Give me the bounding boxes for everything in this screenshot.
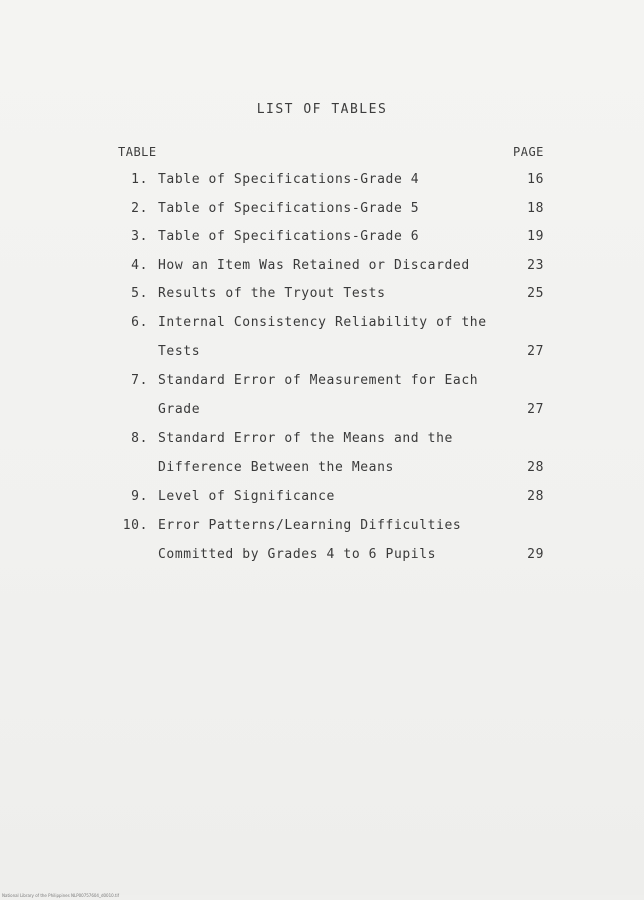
entry-page: 19 (527, 229, 544, 244)
table-column-header: TABLE (118, 145, 157, 159)
entry-number: 10. (122, 518, 148, 533)
entry-title-continued: Difference Between the Means (158, 460, 394, 475)
entry-page: 28 (527, 489, 544, 504)
entry-number: 8. (131, 431, 148, 446)
entry-page: 18 (527, 201, 544, 216)
entry-page: 29 (527, 547, 544, 562)
entry-title: Internal Consistency Reliability of the (158, 315, 487, 330)
page-title: LIST OF TABLES (256, 102, 388, 117)
entry-title: Table of Specifications-Grade 4 (158, 172, 420, 187)
entry-title: Results of the Tryout Tests (158, 286, 386, 301)
entry-title: How an Item Was Retained or Discarded (158, 258, 470, 273)
entry-number: 7. (131, 373, 148, 388)
scan-footer: National Library of the Philippines NLP00757604_d0010.tif (2, 893, 120, 898)
entry-number: 6. (131, 315, 148, 330)
entry-title: Error Patterns/Learning Difficulties (158, 518, 462, 533)
entry-page: 27 (527, 344, 544, 359)
entry-number: 5. (131, 286, 148, 301)
page-column-header: PAGE (513, 145, 544, 159)
entry-title: Standard Error of Measurement for Each (158, 373, 479, 388)
entry-page: 16 (527, 172, 544, 187)
entry-page: 23 (527, 258, 544, 273)
entry-title-continued: Tests (158, 344, 201, 359)
entry-page: 28 (527, 460, 544, 475)
entry-number: 9. (131, 489, 148, 504)
entry-title-continued: Grade (158, 402, 201, 417)
entry-title: Table of Specifications-Grade 6 (158, 229, 420, 244)
entry-page: 27 (527, 402, 544, 417)
entry-title: Table of Specifications-Grade 5 (158, 201, 420, 216)
entry-page: 25 (527, 286, 544, 301)
entry-number: 1. (131, 172, 148, 187)
entry-number: 2. (131, 201, 148, 216)
entry-title: Level of Significance (158, 489, 335, 504)
entry-number: 3. (131, 229, 148, 244)
entry-title: Standard Error of the Means and the (158, 431, 453, 446)
entry-number: 4. (131, 258, 148, 273)
entry-title-continued: Committed by Grades 4 to 6 Pupils (158, 547, 437, 562)
